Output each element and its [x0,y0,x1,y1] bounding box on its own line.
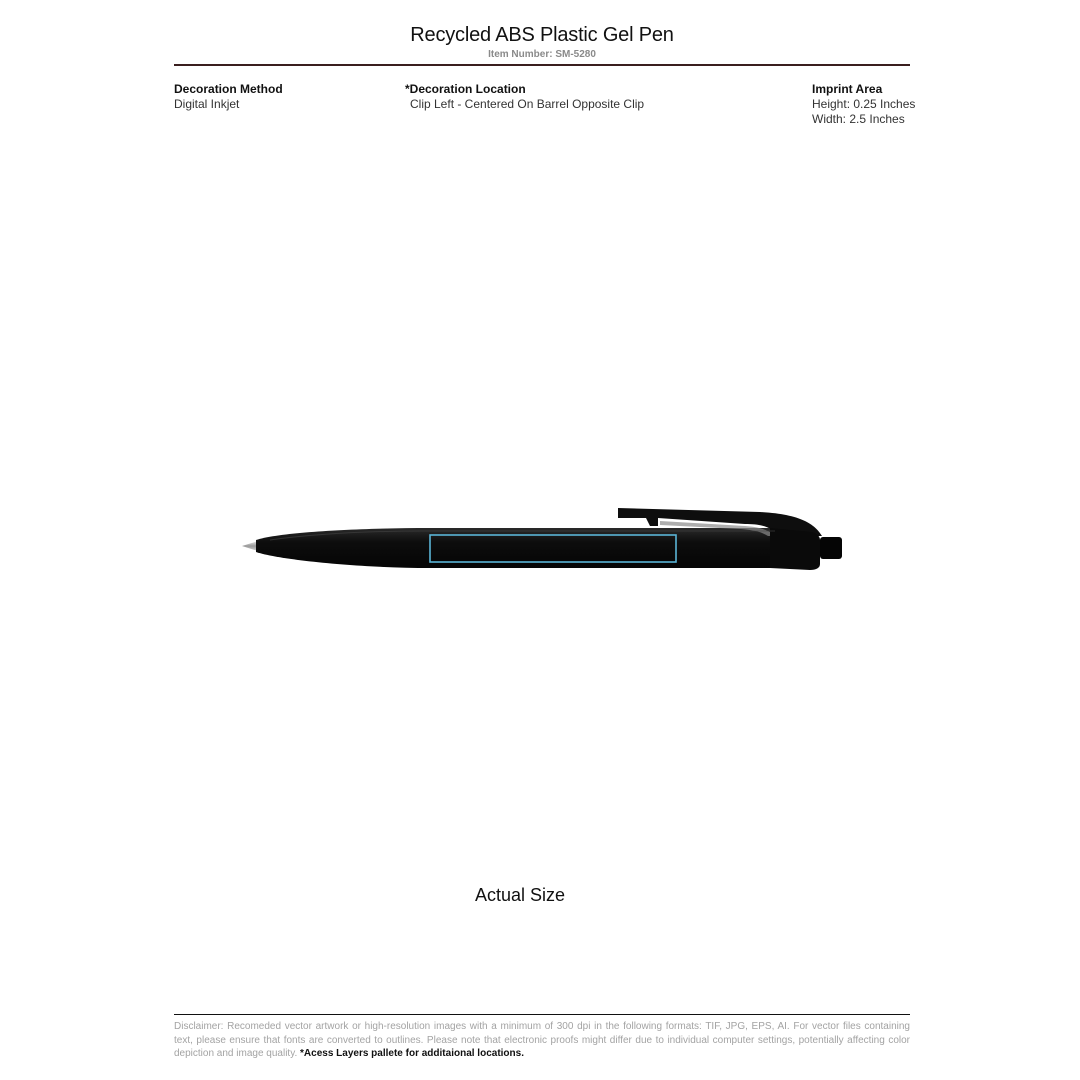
product-title: Recycled ABS Plastic Gel Pen [410,24,674,46]
imprint-area-block [812,82,915,127]
pen-cone-icon [256,528,430,568]
decoration-method-block [174,82,283,112]
imprint-area-width: Width: 2.5 Inches [812,112,905,126]
disclaimer [174,1020,910,1061]
layers-note: *Acess Layers pallete for additaional locations. [300,1048,524,1059]
item-number: Item Number: SM-5280 [488,49,596,60]
footer-divider [174,1014,910,1015]
actual-size-label: Actual Size [474,885,566,905]
imprint-area-height: Height: 0.25 Inches [812,97,916,111]
decoration-location-label: *Decoration Location [405,82,526,96]
decoration-location-block [405,82,644,112]
decoration-method-label: Decoration Method [174,82,283,96]
decoration-location-value: Clip Left - Centered On Barrel Opposite Clip [410,97,645,111]
header-divider [174,64,910,66]
imprint-area-label: Imprint Area [812,82,883,96]
disclaimer-text: Disclaimer: Recomeded vector artwork or high-resolution images with a minimum of 300 dpi in the following formats: TIF, JPG, EPS, AI. For vector files containing text, please ensure that fonts are converted to outlines. Please note that electronic proofs might differ due to individual computer settings, potentially affecting color depiction and image quality. [174,1021,910,1059]
pen-tip-icon [242,541,258,551]
decoration-method-value: Digital Inkjet [174,97,240,111]
pen-plunger-icon [820,537,842,559]
pen-illustration-icon [240,500,850,580]
